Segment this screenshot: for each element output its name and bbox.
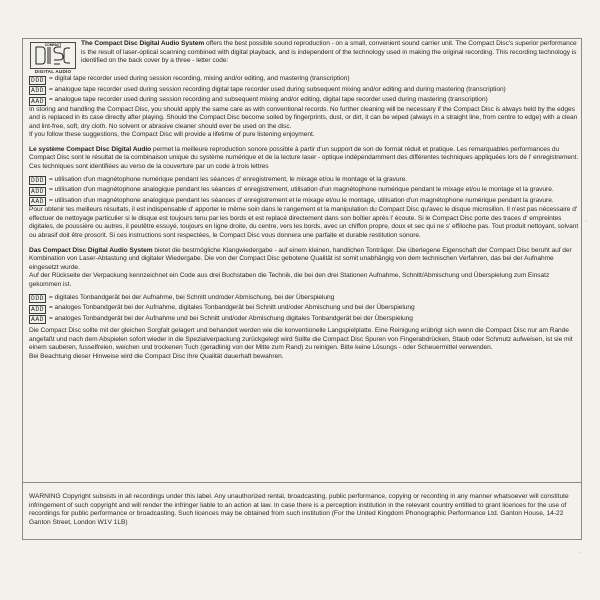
- english-care: In storing and handling the Compact Disc, you should apply the same care as with conventional records. No further cleaning will be necessary if the Compact Disc is always held by the edges and is replaced in its case directly after playing. Should the Compact Disc become soiled by fingerprints, dust, or dirt, it can be wiped (always in a straight line, from centre to edge) with a clean and lint-free, soft, dry cloth. No solvent or abrasive cleaner should ever be used on the disc.: [29, 105, 578, 130]
- code-badge: AAD: [31, 198, 45, 206]
- german-code-add: [29, 304, 579, 314]
- code-badge: ADD: [31, 187, 45, 195]
- bleed-mark: ·: [579, 549, 582, 556]
- english-intro: [81, 40, 579, 66]
- french-intro-text: permet la meilleure reproduction sonore possible à partir d'un support de son de format réduit et pratique. Les remarquables performances du Compact Disc sont le résultat de la combinaison unique du système numérique et de la lecture laser - optique indépendamment des différentes techniques appliquées lors de l' enregistrement. Ces techniques sont identifiées au verso de la couverture par un code à trois lettres: [29, 145, 579, 171]
- code-description: = analoges Tonbandgerät bei der Aufnahme, digitales Tonbandgerät bei Schnitt und/oder Abmischung und bei der Überspielung: [49, 304, 415, 311]
- french-care: Pour obtenir les meilleurs résultats, il est indispensable d' apporter le même soin dans le rangement et la manipulation du Compact Disc qu'avec le disque microsillon. Il n'est pas nécessaire d' effectuer de nettoyage particulier si le disque est toujours tenu par les bords et est replacé directement dans son boîtier après l' écoute. Si le Compact Disc porte des traces d' empreintes digitales, de poussière ou autres, il peutêtre essuyé, toujours en ligne droite, du centre, vers les bords, avec un chiffon propre, doux et sec qui ne s' effiloche pas. Tout produit nettoyant, solvant ou abrasif doit être proscrit. Si ces instructions sont respectées, le Compact Disc vous donnera une parfaite et durable restitution sonore.: [29, 206, 579, 239]
- german-intro: [29, 247, 579, 273]
- code-badge: ADD: [31, 305, 45, 313]
- main-content: [29, 40, 579, 361]
- compact-disc-logo: [29, 42, 77, 74]
- english-code-aad: [29, 96, 579, 106]
- english-title: The Compact Disc Digital Audio System: [81, 40, 205, 47]
- code-description: = utilisation d'un magnétophone analogique pendant les séances d' enregistrement, utilisation d'un magnétophone numérique pendant le mixage et/ou le montage et la gravure.: [49, 186, 554, 194]
- german-closing: Bei Beachtung dieser Hinweise wird die Compact Disc Ihre Qualität dauerhaft bewahren.: [29, 352, 284, 360]
- code-badge: DDD: [31, 177, 45, 185]
- logo-caption: DIGITAL AUDIO: [34, 69, 72, 74]
- french-intro: [29, 146, 579, 172]
- compact-label: COMPACT: [44, 43, 62, 48]
- german-care: Die Compact Disc sollte mit der gleichen Sorgfalt gelagert und behandelt werden wie die konventionelle Langspielplatte. Eine Reinigung erübrigt sich wenn die Compact Disc nur am Rande angefaßt und nach dem Abspielen sofort wieder in die Spezialverpackung zurückgelegt wird Sollte die Compact Disc Spuren von Fingerabdrücken, Staub oder Schmutz aufweisen, ist sie mit einem sauberen, fusselfreien, weichen und trockenen Tuch (geradlinig von der Mitte zum Rand) zu reinigen. Bitte keine Lösungs - oder Scheuermittel verwenden.: [29, 327, 573, 352]
- french-code-aad: [29, 197, 579, 207]
- code-description: = analogue tape recorder used during session recording and subsequent mixing and/or editing, digital tape recorder used during mastering (transcription): [49, 96, 488, 103]
- code-description: = analoges Tonbandgerät bei der Aufnahme und bei Schnitt und/oder Abmischung digitales Tonbandgerät bei der Überspielung: [49, 314, 413, 322]
- frame-divider: [22, 482, 582, 483]
- english-code-add: [29, 86, 579, 96]
- code-description: = analogue tape recorder used during session recording digital tape recorder used during subsequent mixing and/or editing and during mastering (transcription): [49, 85, 506, 93]
- german-code-aad: [29, 315, 579, 325]
- english-intro-text: offers the best possible sound reproduction - on a small, convenient sound carrier unit. The Compact Disc's superior performance is the result of laser-optical scanning combined with digital playback, and is independent of the technology used in making the original recording. This recording technology is identified on the back cover by a three - letter code:: [81, 40, 577, 65]
- german-code-ddd: [29, 294, 579, 304]
- english-section: [29, 40, 579, 74]
- code-description: = digital tape recorder used during session recording, mixing and/or editing, and mastering (transcription): [49, 75, 350, 82]
- compact-disc-logo-icon: [30, 42, 76, 69]
- german-intro-2: Auf der Rückseite der Verpackung kennzeichnet ein Code aus drei Buchstaben die Technik, die bei den drei Stationen Aufnahme, Schnitt/Abmischung und Überspielung zum Einsatz gekommen ist.: [29, 272, 550, 288]
- german-title: Das Compact Disc Digital Audio System: [29, 246, 153, 254]
- english-code-ddd: [29, 75, 579, 85]
- bleed-mark: ·: [585, 218, 588, 225]
- code-badge: DDD: [31, 295, 45, 302]
- code-badge: AAD: [31, 97, 45, 105]
- code-badge: AAD: [31, 316, 45, 323]
- french-title: Le système Compact Disc Digital Audio: [29, 145, 152, 153]
- french-code-add: [29, 186, 579, 196]
- code-badge: ADD: [31, 87, 45, 94]
- copyright-warning: WARNING Copyright subsists in all recordings under this label. Any unauthorized rental, broadcasting, public performance, copying or recording in any manner whatsoever will constitute infringement of such copyright and will render the infringer liable to an action at law. In case there is a perception institution in the relevant country entitled to grant licences for the use of recordings for public performance or broadcasting. Such licences may be obtained from such institution (For the United Kingdom Phonographic Performance Ltd. Ganton House, 14-22 Ganton Street, London W1V 1LB): [29, 493, 569, 526]
- code-description: = utilisation d'un magnétophone analogique pendant les séances d' enregistrement et le mixage et/ou le montage, utilisation d'un magnétophone numérique pendant la gravure.: [49, 196, 554, 204]
- code-badge: DDD: [31, 76, 45, 84]
- french-code-ddd: [29, 176, 579, 186]
- code-description: = digitales Tonbandgerät bei der Aufnahme, bei Schnitt und/oder Abmischung, bei der Überspielung: [49, 293, 335, 301]
- code-description: = utilisation d'un magnétophone numérique pendant les séances d' enregistrement, le mixage et/ou le montage et la gravure.: [49, 175, 408, 183]
- english-closing: If you follow these suggestions, the Compact Disc will provide a lifetime of pure listening enjoyment.: [29, 131, 315, 139]
- german-intro-text: bietet die bestmögliche Klangwiedergabe - auf einem kleinen, handlichen Tonträger. Die überlegene Eigenschaft der Compact Disc beruht auf der Kombination von Laser-Abtastung und digitaler Wiedergabe. Die von der Compact Disc gebotene Qualität ist somit unabhängig von dem technischen Verfahren, das bei der Aufnahme eingesetzt wurde.: [29, 246, 572, 271]
